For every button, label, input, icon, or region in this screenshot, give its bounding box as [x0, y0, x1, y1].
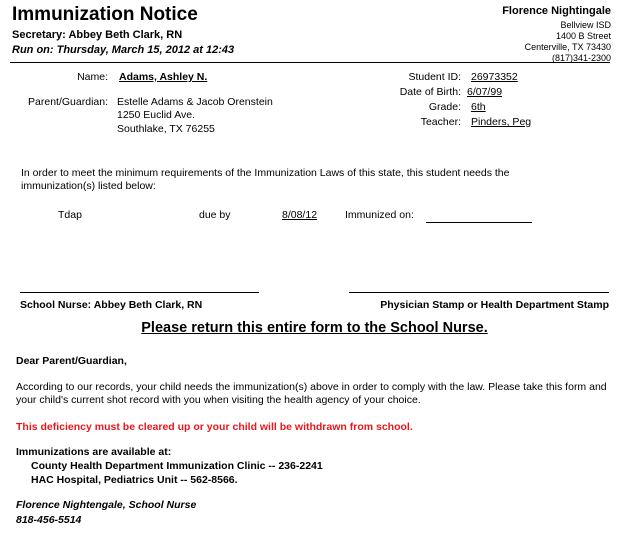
header-divider	[10, 62, 610, 63]
requirement-intro: In order to meet the minimum requirements of the Immunization Laws of this state, this student needs the immunization(s) listed below:	[21, 167, 510, 192]
address-line-2: Southlake, TX 76255	[117, 123, 215, 135]
guardian-label: Parent/Guardian:	[28, 96, 108, 108]
run-on-line: Run on: Thursday, March 15, 2012 at 12:43	[12, 44, 235, 56]
address-line-1: 1250 Euclid Ave.	[117, 109, 196, 121]
school-info	[502, 4, 611, 64]
due-label: due by	[199, 209, 231, 221]
school-phone: (817)341-2300	[551, 53, 611, 63]
page-title: Immunization Notice	[12, 4, 198, 25]
letter-body: According to our records, your child needs the immunization(s) above in order to comply with the law. Please take this form and your child's current shot record with you when visiting the health agency of your choice.	[16, 381, 607, 406]
available-heading: Immunizations are available at:	[16, 446, 172, 458]
nurse-signature-label: School Nurse: Abbey Beth Clark, RN	[20, 299, 203, 311]
student-id-label: Student ID:	[408, 71, 461, 83]
name-label: Name:	[77, 71, 108, 83]
letter-greeting: Dear Parent/Guardian,	[16, 355, 127, 367]
student-id: 26973352	[471, 71, 518, 83]
guardian-names: Estelle Adams & Jacob Orenstein	[117, 96, 273, 108]
nurse-signature-line	[20, 292, 259, 293]
physician-stamp-line	[349, 292, 609, 293]
clinic-county-health: County Health Department Immunization Clinic -- 236-2241	[31, 460, 323, 472]
secretary-line: Secretary: Abbey Beth Clark, RN	[12, 29, 183, 41]
immunized-label: Immunized on:	[345, 209, 414, 221]
school-district: Bellview ISD	[560, 20, 611, 30]
teacher-label: Teacher:	[420, 116, 461, 128]
teacher: Pinders, Peg	[471, 116, 532, 128]
dob-label: Date of Birth:	[399, 86, 461, 98]
clinic-hac-hospital: HAC Hospital, Pediatrics Unit -- 562-8566.	[31, 474, 238, 486]
signoff-phone: 818-456-5514	[16, 514, 82, 526]
grade-label: Grade:	[428, 101, 461, 113]
physician-stamp-label: Physician Stamp or Health Department Stamp	[380, 299, 609, 311]
school-street: 1400 B Street	[555, 31, 611, 41]
vaccine-name: Tdap	[58, 209, 82, 221]
grade: 6th	[471, 101, 486, 113]
immunized-date-line	[426, 222, 532, 223]
date-of-birth: 6/07/99	[467, 86, 503, 98]
school-city: Centerville, TX 73430	[524, 42, 611, 52]
return-notice: Please return this entire form to the School Nurse.	[141, 320, 488, 336]
due-date: 8/08/12	[282, 209, 318, 221]
student-name: Adams, Ashley N.	[119, 71, 208, 83]
signoff-name: Florence Nightengale, School Nurse	[16, 499, 197, 511]
school-name: Florence Nightingale	[502, 5, 611, 17]
withdrawal-warning: This deficiency must be cleared up or your child will be withdrawn from school.	[16, 421, 413, 433]
